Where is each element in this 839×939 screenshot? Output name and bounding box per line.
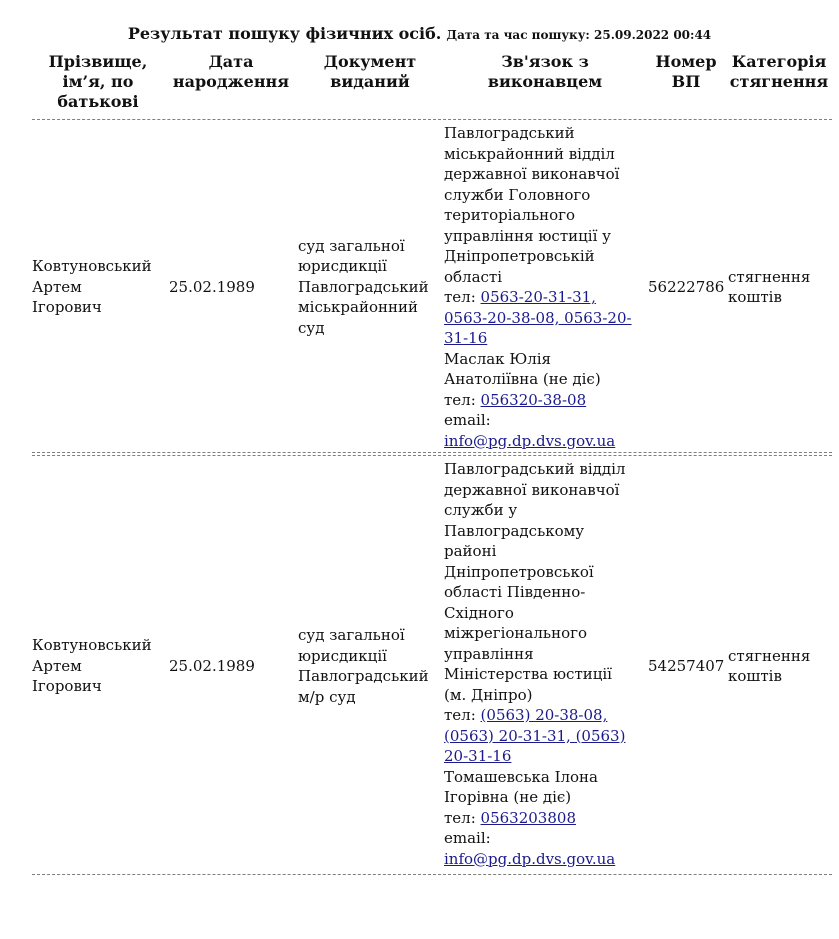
table-divider bbox=[32, 874, 832, 875]
column-header-category: Категорія стягнення bbox=[729, 52, 829, 91]
executor-office: Павлоградський відділ державної виконавчої служби у Павлоградському районі Дніпропетровської області Південно- Східного міжрегіонального управління Міністерства юстиції (м. Дніпро) bbox=[444, 460, 626, 704]
cell-birth-date: 25.02.1989 bbox=[169, 277, 255, 296]
email-label: email: bbox=[444, 829, 491, 847]
search-datetime: Дата та час пошуку: 25.09.2022 00:44 bbox=[446, 28, 712, 42]
title-text: Результат пошуку фізичних осіб. bbox=[127, 24, 442, 43]
cell-vp-number: 56222786 bbox=[648, 277, 725, 296]
cell-birth-date: 25.02.1989 bbox=[169, 656, 255, 675]
email-label: email: bbox=[444, 411, 491, 429]
email-link[interactable]: info@pg.dp.dvs.gov.ua bbox=[444, 431, 616, 450]
page-title bbox=[0, 24, 839, 43]
table-divider bbox=[32, 119, 832, 120]
office-phone-link[interactable]: (0563) 20-38-08, (0563) 20-31-31, (0563) 20-31-16 bbox=[444, 706, 626, 765]
executor-name: Маслак Юлія Анатоліївна (не діє) bbox=[444, 349, 601, 388]
cell-vp-number: 54257407 bbox=[648, 656, 725, 675]
column-header-vp-number: Номер ВП bbox=[655, 52, 717, 91]
table-divider bbox=[32, 452, 832, 453]
executor-phone-link[interactable]: 0563203808 bbox=[480, 808, 576, 827]
executor-name: Томашевська Ілона Ігорівна (не діє) bbox=[444, 767, 598, 806]
cell-name: Ковтуновський Артем Ігорович bbox=[32, 636, 152, 696]
column-header-executor: Зв'язок з виконавцем bbox=[487, 52, 603, 91]
executor-office: Павлоградський міськрайонний відділ державної виконавчої служби Головного територіального управління юстиції у Дніпропетровській області bbox=[444, 124, 620, 286]
office-phone-link[interactable]: 0563-20-31-31, 0563-20-38-08, 0563-20- 31-16 bbox=[444, 288, 632, 347]
executor-phone-label: тел: bbox=[444, 390, 476, 409]
cell-document: суд загальної юрисдикції Павлоградський м/р суд bbox=[298, 626, 429, 706]
table-header bbox=[0, 52, 839, 118]
cell-document: суд загальної юрисдикції Павлоградський міськрайонний суд bbox=[298, 236, 429, 337]
column-header-name: Прізвище, ім’я, по батькові bbox=[48, 52, 148, 111]
office-phone-label: тел: bbox=[444, 288, 476, 306]
email-link[interactable]: info@pg.dp.dvs.gov.ua bbox=[444, 849, 616, 868]
table-row bbox=[0, 459, 839, 873]
cell-executor bbox=[444, 459, 648, 869]
table-row bbox=[0, 123, 839, 451]
cell-executor bbox=[444, 123, 648, 451]
column-header-birth-date: Дата народження bbox=[172, 52, 290, 91]
executor-phone-label: тел: bbox=[444, 808, 476, 827]
column-header-document: Документ виданий bbox=[323, 52, 417, 91]
executor-phone-link[interactable]: 056320-38-08 bbox=[480, 390, 587, 409]
table-divider bbox=[32, 455, 832, 456]
cell-name: Ковтуновський Артем Ігорович bbox=[32, 257, 152, 317]
cell-category: стягнення коштів bbox=[728, 646, 811, 685]
cell-category: стягнення коштів bbox=[728, 267, 811, 306]
office-phone-label: тел: bbox=[444, 706, 476, 724]
